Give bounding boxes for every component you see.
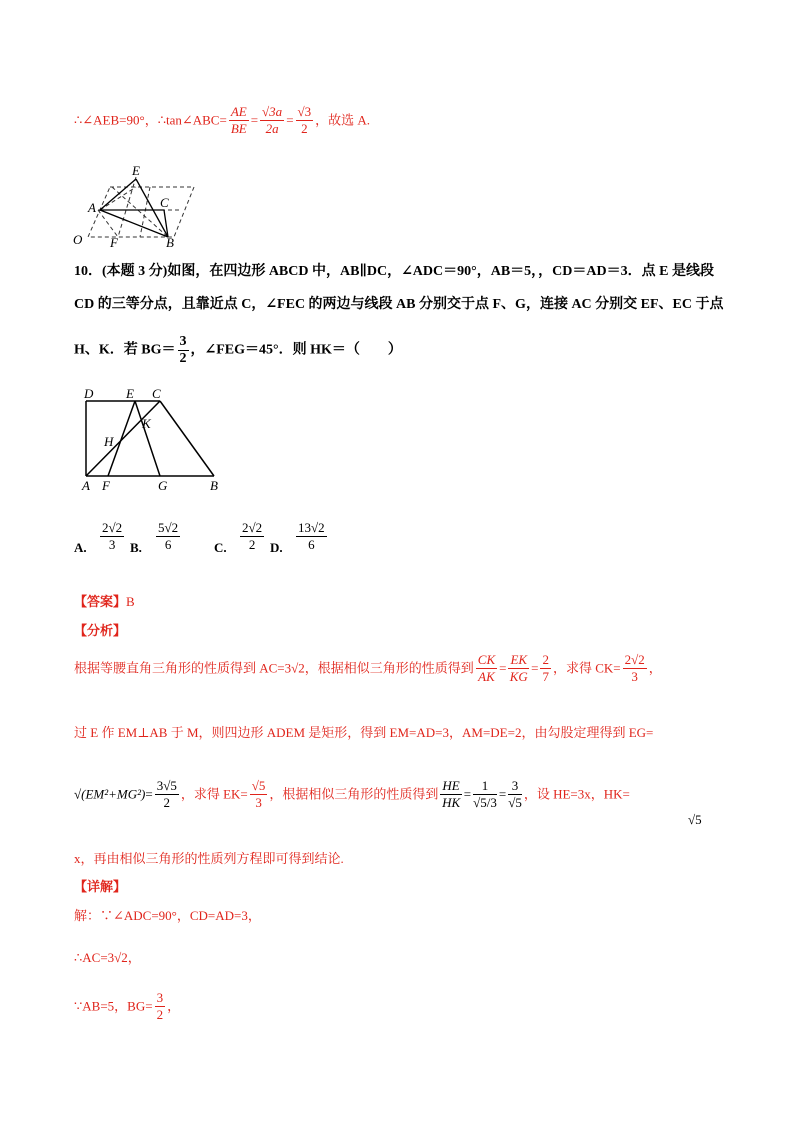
fig2-label-a: A <box>82 478 90 493</box>
question-line-3: H、K．若 BG＝ $\frac{3}{2}$ ，∠FEG＝45°．则 HK＝（ ） <box>74 334 402 366</box>
fig1-label-a: A <box>88 200 96 215</box>
fraction-root3-2: $\frac{√3}{2}$ <box>297 104 312 136</box>
option-b-fraction: $\frac{5√2}{6}$ <box>158 520 179 552</box>
fig2-label-k: K <box>142 416 151 431</box>
detail-header: 【详解】 <box>74 879 127 894</box>
fig1-label-c: C <box>160 195 169 210</box>
fig2-label-d: D <box>84 386 94 401</box>
hk-sqrt5: √5 <box>688 812 702 827</box>
fraction-ae-be: $\frac{AE}{BE}$ <box>230 104 247 136</box>
fig1-label-e: E <box>132 165 140 178</box>
fig1-label-f: F <box>110 235 118 247</box>
fig2-label-g: G <box>158 478 168 493</box>
fig2-label-f: F <box>102 478 110 493</box>
top-conclusion-line: ∴∠AEB=90°，∴tan∠ABC= $\frac{AE}{BE}$ = $\frac{√3a}{2a}$ = $\frac{√3}{2}$ ，故选 A. <box>74 104 371 136</box>
fig2-label-h: H <box>104 434 114 449</box>
top-line-prefix: ∴∠AEB=90°，∴tan∠ABC= <box>74 112 227 128</box>
figure-parallelogram <box>70 165 200 247</box>
option-c-fraction: $\frac{2√2}{2}$ <box>242 520 263 552</box>
fig2-label-e: E <box>126 386 134 401</box>
option-a-fraction: $\frac{2√2}{3}$ <box>102 520 123 552</box>
fig1-label-b: B <box>166 235 174 247</box>
fraction-bg: $\frac{3}{2}$ <box>179 334 187 366</box>
answer-section: 【答案】B <box>74 594 135 609</box>
detail-line-3: ∵AB=5，BG= $\frac{3}{2}$ ， <box>74 990 181 1022</box>
question-line-1: 10．(本题 3 分)如图，在四边形 ABCD 中，AB∥DC，∠ADC＝90°，AB＝5，，CD＝AD＝3．点 E 是线段 <box>74 264 714 279</box>
figure-trapezoid <box>72 384 232 496</box>
fraction-root3a-2a: $\frac{√3a}{2a}$ <box>262 104 283 136</box>
fig2-label-b: B <box>210 478 218 493</box>
analysis-line-2: 过 E 作 EM⊥AB 于 M，则四边形 ADEM 是矩形，得到 EM=AD=3，AM=DE=2，由勾股定理得到 EG= <box>74 725 654 740</box>
fig1-label-o: O <box>73 232 83 247</box>
question-line-2: CD 的三等分点，且靠近点 C，∠FEC 的两边与线段 AB 分别交于点 F、G，连接 AC 分别交 EF、EC 于点 <box>74 297 724 312</box>
analysis-header: 【分析】 <box>74 623 127 638</box>
option-d-fraction: $\frac{13√2}{6}$ <box>298 520 325 552</box>
analysis-line-4: x，再由相似三角形的性质列方程即可得到结论. <box>74 851 344 866</box>
analysis-line-1: 根据等腰直角三角形的性质得到 AC=3√2，根据相似三角形的性质得到 $\frac{CK}{AK}$ = $\frac{EK}{KG}$ = $\frac{2}{7}$ ，求得 CK= $\frac{2√2}{3}$ ， <box>74 652 662 684</box>
fig2-label-c: C <box>152 386 161 401</box>
detail-line-1: 解：∵∠ADC=90°，CD=AD=3， <box>74 908 261 923</box>
detail-line-2: ∴AC=3√2， <box>74 950 141 965</box>
analysis-line-3: √(EM²+MG²)= $\frac{3√5}{2}$ ，求得 EK= $\frac{√5}{3}$ ，根据相似三角形的性质得到 $\frac{HE}{HK}$ = $\frac{1}{√5/3}$ = $\frac{3}{√5}$ ，设 HE=3x，HK= <box>74 778 630 810</box>
answer-value: B <box>126 594 135 609</box>
